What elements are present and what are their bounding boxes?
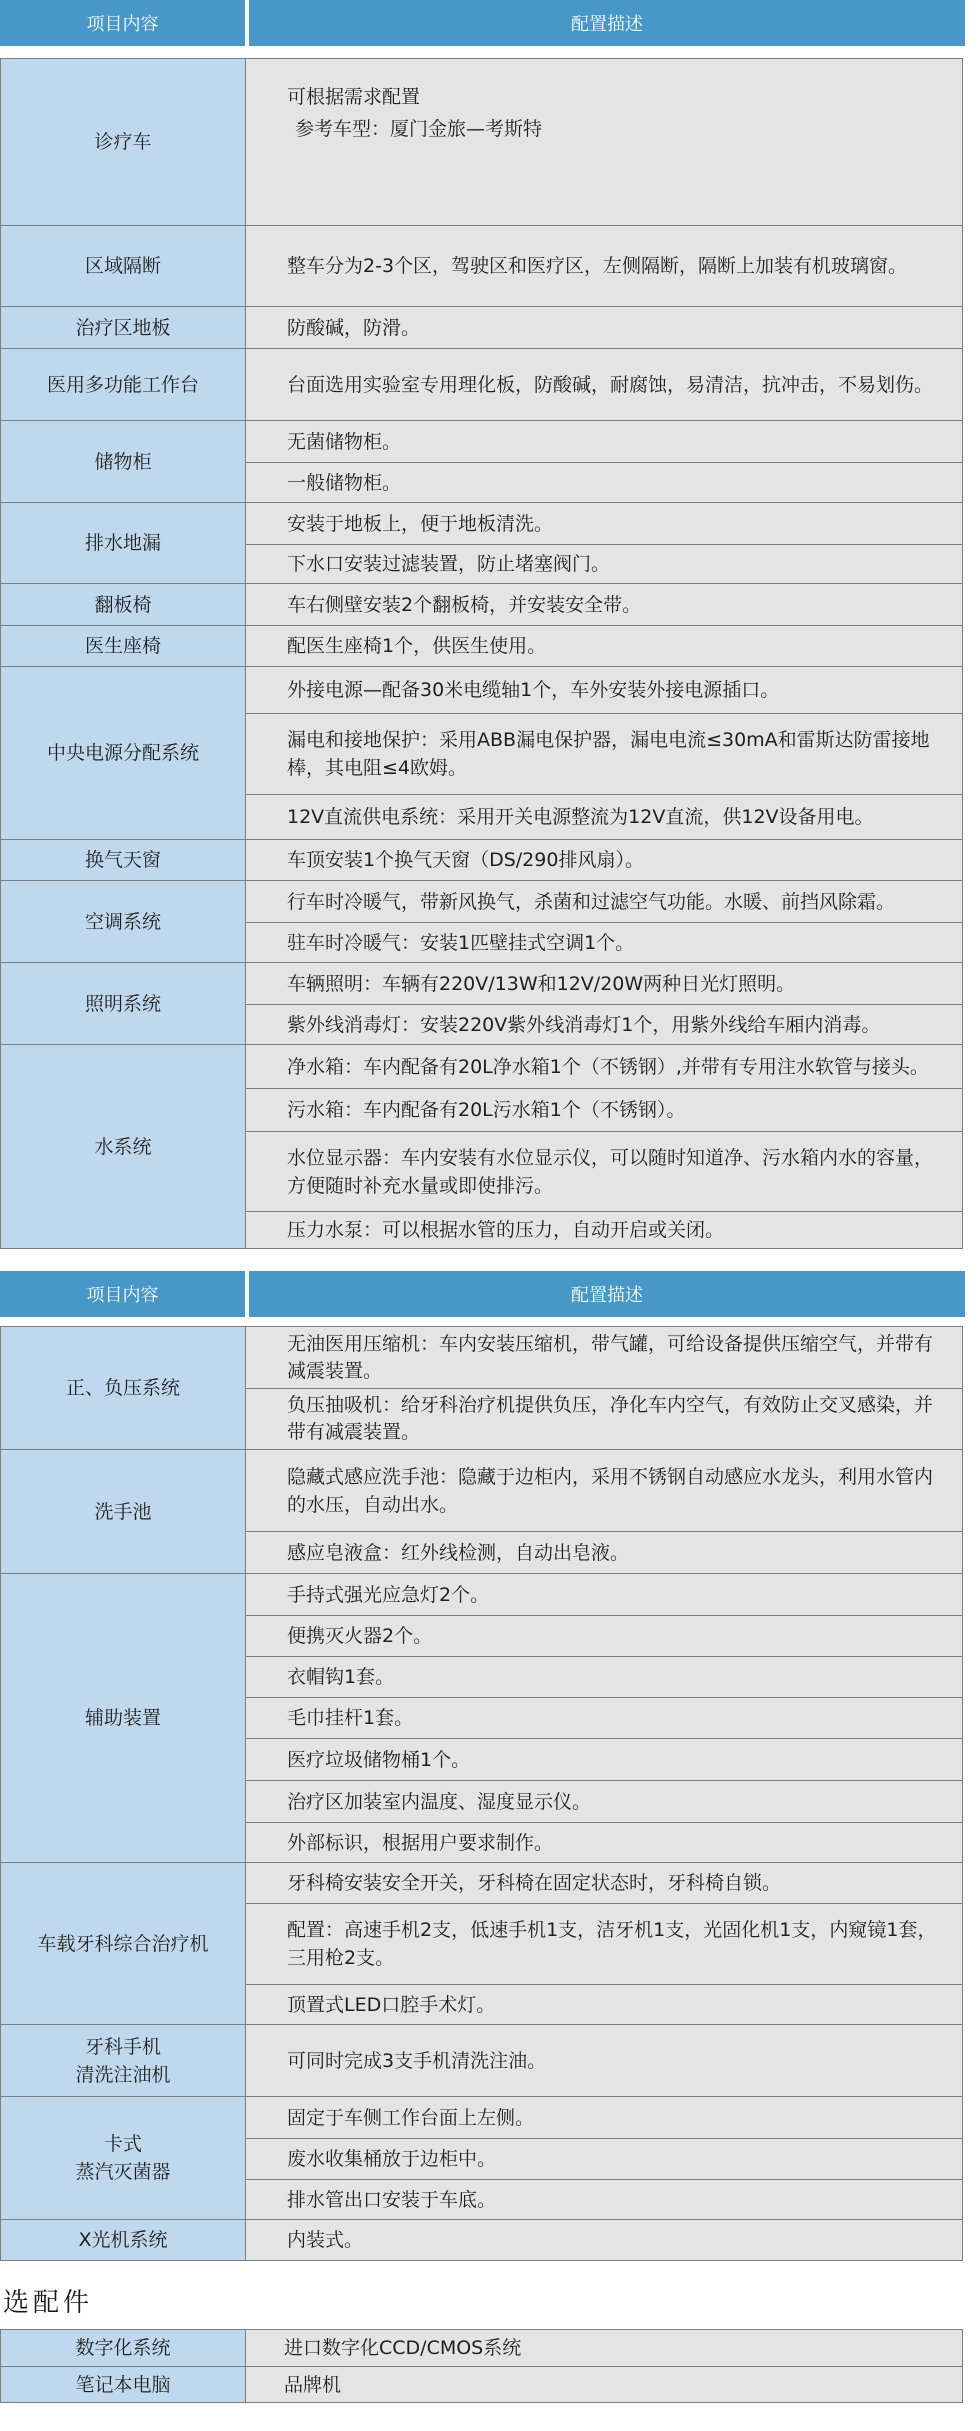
table-row <box>1 59 962 226</box>
table-row <box>1 503 962 584</box>
row-desc <box>246 1045 962 1248</box>
desc-text: 水位显示器：车内安装有水位显示仪，可以随时知道净、污水箱内水的容量，方便随时补充水量或即使排污。 <box>287 1146 934 1197</box>
header-desc-column: 配置描述 <box>249 0 965 46</box>
desc-text: 顶置式LED口腔手术灯。 <box>287 1993 496 2016</box>
desc-cell <box>246 2179 962 2219</box>
row-item-label <box>1 840 246 880</box>
table-row <box>1 881 962 963</box>
row-item-label <box>1 584 246 625</box>
desc-text: 紫外线消毒灯：安装220V紫外线消毒灯1个，用紫外线给车厢内消毒。 <box>287 1013 881 1036</box>
desc-text: 衣帽钩1套。 <box>287 1666 395 1688</box>
desc-cell <box>246 421 962 462</box>
desc-cell <box>246 2367 962 2402</box>
row-item-text: 诊疗车 <box>94 131 152 153</box>
table1-body <box>0 58 963 1249</box>
desc-text: 12V直流供电系统：采用开关电源整流为12V直流，供12V设备用电。 <box>287 806 874 828</box>
row-item-text: 洗手池 <box>94 1500 152 1523</box>
desc-text: 负压抽吸机：给牙科治疗机提供负压，净化车内空气，有效防止交叉感染，并带有减震装置。 <box>287 1394 934 1443</box>
desc-text: 医疗垃圾储物桶1个。 <box>287 1748 471 1771</box>
desc-cell <box>246 544 962 583</box>
desc-cell <box>246 1388 962 1449</box>
row-item-text: 车载牙科综合治疗机 <box>37 1932 209 1955</box>
desc-line: 参考车型：厦门金旅—考斯特 <box>295 118 543 140</box>
row-item-text: 笔记本电脑 <box>75 2373 171 2396</box>
desc-text: 压力水泵：可以根据水管的压力，自动开启或关闭。 <box>287 1219 725 1241</box>
desc-cell <box>246 1984 962 2024</box>
desc-text: 无油医用压缩机：车内安装压缩机，带气罐，可给设备提供压缩空气，并带有减震装置。 <box>287 1332 934 1382</box>
desc-text: 牙科椅安装安全开关，牙科椅在固定状态时，牙科椅自锁。 <box>287 1872 782 1894</box>
row-item-text: 辅助装置 <box>84 1707 161 1729</box>
row-item-label <box>1 2367 246 2402</box>
row-item-text: 储物柜 <box>94 450 152 473</box>
row-desc <box>246 2330 962 2366</box>
row-desc <box>246 840 962 880</box>
desc-cell <box>246 2330 962 2366</box>
table-row <box>1 307 962 349</box>
row-item-label <box>1 307 246 348</box>
desc-cell <box>246 667 962 713</box>
row-item-text: 排水地漏 <box>84 532 161 554</box>
desc-cell <box>246 503 962 544</box>
desc-text: 安装于地板上，便于地板清洗。 <box>287 512 554 535</box>
table-row <box>1 2097 962 2220</box>
desc-text: 车辆照明：车辆有220V/13W和12V/20W两种日光灯照明。 <box>287 972 796 995</box>
table-row <box>1 349 962 421</box>
row-item-text: 蒸汽灭菌器 <box>75 2161 171 2183</box>
desc-text: 可同时完成3支手机清洗注油。 <box>287 2049 547 2072</box>
row-desc <box>246 881 962 962</box>
desc-text: 整车分为2-3个区，驾驶区和医疗区，左侧隔断，隔断上加装有机玻璃窗。 <box>287 255 908 277</box>
desc-text: 进口数字化CCD/CMOS系统 <box>284 2337 522 2359</box>
table-row <box>1 1450 962 1574</box>
desc-cell <box>246 1531 962 1573</box>
row-item-label <box>1 2220 246 2260</box>
row-item-text: 翻板椅 <box>94 593 152 616</box>
row-item-text: 清洗注油机 <box>75 2063 171 2086</box>
desc-text: 外部标识，根据用户要求制作。 <box>287 1831 554 1854</box>
table-row <box>1 2220 962 2261</box>
row-desc <box>246 2220 962 2260</box>
desc-text: 治疗区加装室内温度、湿度显示仪。 <box>287 1790 592 1813</box>
row-desc <box>246 1327 962 1449</box>
row-item-text: 区域隔断 <box>84 255 161 277</box>
row-item-label <box>1 1574 246 1862</box>
row-item-label <box>1 1863 246 2024</box>
row-item-label <box>1 626 246 666</box>
table-row <box>1 421 962 503</box>
row-item-text: 水系统 <box>94 1135 152 1158</box>
desc-text: 驻车时冷暖气：安装1匹壁挂式空调1个。 <box>287 931 635 954</box>
desc-cell <box>246 1450 962 1531</box>
desc-text: 下水口安装过滤装置，防止堵塞阀门。 <box>287 553 611 575</box>
desc-cell <box>246 1088 962 1131</box>
desc-cell <box>246 349 962 420</box>
table-row <box>1 840 962 881</box>
row-desc <box>246 349 962 420</box>
desc-cell <box>246 794 962 839</box>
table1-header <box>0 0 965 46</box>
desc-text: 行车时冷暖气，带新风换气，杀菌和过滤空气功能。水暖、前挡风除霜。 <box>287 890 896 913</box>
row-item-label <box>1 963 246 1044</box>
desc-cell <box>246 626 962 666</box>
desc-text: 手持式强光应急灯2个。 <box>287 1583 490 1606</box>
desc-cell <box>246 2220 962 2260</box>
row-desc <box>246 584 962 625</box>
desc-cell <box>246 2097 962 2138</box>
table-row <box>1 667 962 840</box>
row-item-label <box>1 59 246 225</box>
row-desc <box>246 626 962 666</box>
header-item-column: 项目内容 <box>0 1271 245 1317</box>
table2-header <box>0 1271 965 1317</box>
row-item-text: 牙科手机 <box>84 2035 161 2058</box>
table-row <box>1 626 962 667</box>
desc-text: 配置：高速手机2支，低速手机1支，洁牙机1支，光固化机1支，内窥镜1套，三用枪2支。 <box>287 1919 937 1969</box>
row-desc <box>246 2025 962 2096</box>
row-item-text: 医用多功能工作台 <box>46 373 199 396</box>
table-row <box>1 963 962 1045</box>
row-desc <box>246 503 962 583</box>
desc-text: 车右侧壁安装2个翻板椅，并安装安全带。 <box>287 593 642 616</box>
row-desc <box>246 1863 962 2024</box>
row-desc <box>246 963 962 1044</box>
section-heading-options: 选配件 <box>3 2288 94 2318</box>
desc-text: 台面选用实验室专用理化板，防酸碱，耐腐蚀，易清洁，抗冲击，不易划伤。 <box>287 373 934 396</box>
desc-text: 品牌机 <box>284 2373 342 2396</box>
table-row <box>1 2330 962 2367</box>
table-row <box>1 2025 962 2097</box>
desc-text: 无菌储物柜。 <box>287 430 402 453</box>
desc-text: 漏电和接地保护：采用ABB漏电保护器，漏电电流≤30mA和雷斯达防雷接地棒，其电阻≤4欧姆。 <box>287 729 930 779</box>
desc-text: 便携灭火器2个。 <box>287 1625 433 1647</box>
desc-text: 一般储物柜。 <box>287 471 402 494</box>
desc-cell <box>246 59 962 225</box>
options-table <box>0 2329 963 2403</box>
desc-cell <box>246 922 962 962</box>
desc-cell <box>246 1574 962 1615</box>
row-item-label <box>1 667 246 839</box>
desc-line: 可根据需求配置 <box>287 86 421 108</box>
row-desc <box>246 226 962 306</box>
table-row <box>1 1574 962 1863</box>
desc-cell <box>246 1697 962 1738</box>
desc-cell <box>246 1863 962 1903</box>
row-item-label <box>1 1045 246 1248</box>
desc-text: 污水箱：车内配备有20L污水箱1个（不锈钢）。 <box>287 1099 686 1121</box>
row-desc <box>246 2097 962 2219</box>
desc-cell <box>246 1738 962 1780</box>
desc-text: 内装式。 <box>287 2229 364 2251</box>
row-desc <box>246 2367 962 2402</box>
desc-text: 配医生座椅1个，供医生使用。 <box>287 635 547 657</box>
header-item-column: 项目内容 <box>0 0 245 46</box>
desc-cell <box>246 307 962 348</box>
desc-text: 固定于车侧工作台面上左侧。 <box>287 2106 535 2129</box>
desc-text: 外接电源—配备30米电缆轴1个，车外安装外接电源插口。 <box>287 679 780 701</box>
desc-text: 车顶安装1个换气天窗（DS/290排风扇）。 <box>287 849 644 871</box>
desc-cell <box>246 1131 962 1211</box>
desc-text: 感应皂液盒：红外线检测，自动出皂液。 <box>287 1541 630 1564</box>
row-item-label <box>1 421 246 502</box>
desc-cell <box>246 713 962 794</box>
row-item-text: 照明系统 <box>84 992 161 1015</box>
row-item-label <box>1 349 246 420</box>
row-item-text: 换气天窗 <box>84 849 161 871</box>
desc-text: 净水箱：车内配备有20L净水箱1个（不锈钢）,并带有专用注水软管与接头。 <box>287 1055 929 1078</box>
table-row <box>1 584 962 626</box>
row-item-text: X光机系统 <box>78 2229 168 2251</box>
desc-cell <box>246 1211 962 1248</box>
desc-text: 排水管出口安装于车底。 <box>287 2188 497 2211</box>
row-item-text: 数字化系统 <box>75 2337 171 2359</box>
table2-body <box>0 1326 963 2261</box>
table-row <box>1 2367 962 2403</box>
row-item-text: 空调系统 <box>84 910 161 933</box>
desc-text: 防酸碱，防滑。 <box>287 316 421 339</box>
desc-cell <box>246 1045 962 1088</box>
row-item-label <box>1 881 246 962</box>
desc-cell <box>246 1656 962 1697</box>
desc-cell <box>246 584 962 625</box>
row-item-text: 治疗区地板 <box>75 316 171 339</box>
row-item-label <box>1 226 246 306</box>
row-item-text: 中央电源分配系统 <box>46 742 199 764</box>
row-item-text: 卡式 <box>103 2133 142 2155</box>
desc-cell <box>246 226 962 306</box>
row-item-label <box>1 1450 246 1573</box>
desc-cell <box>246 840 962 880</box>
row-desc <box>246 421 962 502</box>
row-item-text: 医生座椅 <box>84 635 161 657</box>
row-item-text: 正、负压系统 <box>65 1377 180 1399</box>
table-row <box>1 1327 962 1450</box>
desc-cell <box>246 1822 962 1862</box>
desc-cell <box>246 462 962 502</box>
row-item-label <box>1 2330 246 2366</box>
desc-cell <box>246 963 962 1004</box>
table-row <box>1 226 962 307</box>
row-desc <box>246 667 962 839</box>
table-row <box>1 1045 962 1249</box>
table-row <box>1 1863 962 2025</box>
desc-cell <box>246 2138 962 2179</box>
desc-cell <box>246 1615 962 1656</box>
desc-cell <box>246 1004 962 1044</box>
desc-cell <box>246 2025 962 2096</box>
desc-text: 毛巾挂杆1套。 <box>287 1707 414 1729</box>
desc-cell <box>246 1903 962 1984</box>
row-desc <box>246 1450 962 1573</box>
row-desc <box>246 59 962 225</box>
desc-text: 废水收集桶放于边柜中。 <box>287 2148 497 2170</box>
row-desc <box>246 1574 962 1862</box>
row-item-label <box>1 2025 246 2096</box>
desc-cell <box>246 881 962 922</box>
row-item-label <box>1 503 246 583</box>
desc-cell <box>246 1780 962 1822</box>
row-desc <box>246 307 962 348</box>
row-item-label <box>1 2097 246 2219</box>
desc-text: 隐藏式感应洗手池：隐藏于边柜内，采用不锈钢自动感应水龙头，利用水管内的水压，自动出水。 <box>287 1465 934 1516</box>
desc-cell <box>246 1327 962 1388</box>
header-desc-column: 配置描述 <box>249 1271 965 1317</box>
row-item-label <box>1 1327 246 1449</box>
